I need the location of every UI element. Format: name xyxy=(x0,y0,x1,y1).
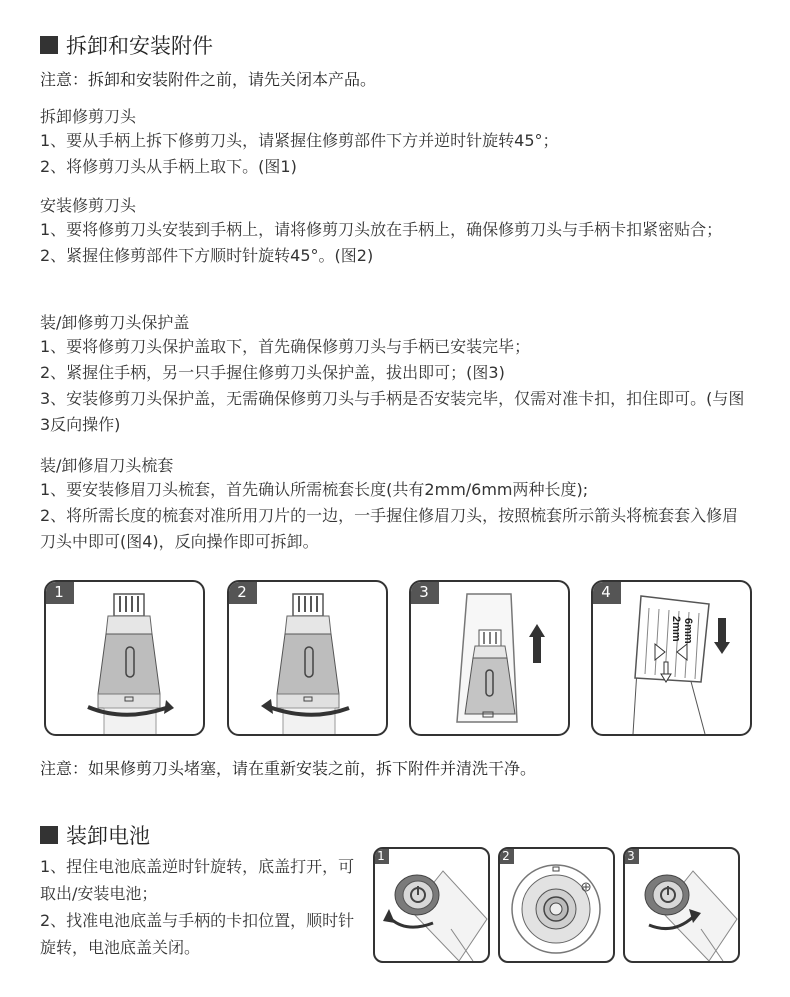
figure-number-badge: 1 xyxy=(373,847,389,864)
list-item: 1、要将修剪刀头保护盖取下，首先确保修剪刀头与手柄已安装完毕； xyxy=(40,337,531,356)
battery-close-illustration xyxy=(625,849,738,961)
battery-figure-2 xyxy=(498,847,615,963)
figure-number-badge: 3 xyxy=(409,580,439,604)
cover-steps xyxy=(40,334,754,438)
comb-illustration xyxy=(593,582,750,734)
trimmer-remove-illustration xyxy=(46,582,203,734)
section-title-text: 拆卸和安装附件 xyxy=(66,34,213,58)
battery-figure-3 xyxy=(623,847,740,963)
section-square-icon xyxy=(40,826,58,844)
remove-head-steps xyxy=(40,128,760,180)
battery-open-illustration xyxy=(375,849,488,961)
list-item: 1、捏住电池底盖逆时针旋转，底盖打开，可取出/安装电池； xyxy=(40,857,355,903)
subsection-title-comb: 装/卸修眉刀头梳套 xyxy=(40,456,174,475)
list-item: 2、将所需长度的梳套对准所用刀片的一边，一手握住修眉刀头，按照梳套所示箭头将梳套套入修眉刀头中即可(图4)，反向操作即可拆卸。 xyxy=(40,506,739,551)
comb-label-6mm: 6mm xyxy=(682,618,694,644)
section-title-text: 装卸电池 xyxy=(66,824,150,848)
figure-number-badge: 4 xyxy=(591,580,621,604)
note-clean-attachments: 注意：如果修剪刀头堵塞，请在重新安装之前，拆下附件并清洗干净。 xyxy=(40,759,537,778)
list-item: 1、要安装修眉刀头梳套，首先确认所需梳套长度(共有2mm/6mm两种长度); xyxy=(40,480,589,499)
trimmer-install-illustration xyxy=(229,582,386,734)
comb-label-2mm: 2mm xyxy=(670,616,682,642)
figure-number-badge: 2 xyxy=(498,847,514,864)
section-square-icon xyxy=(40,36,58,54)
figure-2-install-head xyxy=(227,580,388,736)
install-head-steps xyxy=(40,217,754,269)
list-item: 2、紧握住修剪部件下方顺时针旋转45°。(图2) xyxy=(40,246,374,265)
note-power-off: 注意：拆卸和安装附件之前，请先关闭本产品。 xyxy=(40,70,377,89)
subsection-title-remove-head: 拆卸修剪刀头 xyxy=(40,107,137,126)
figure-1-remove-head xyxy=(44,580,205,736)
list-item: 1、要从手柄上拆下修剪刀头，请紧握住修剪部件下方并逆时针旋转45°； xyxy=(40,131,559,150)
battery-bottom-illustration xyxy=(500,849,613,961)
battery-steps xyxy=(40,853,362,961)
figure-4-comb xyxy=(591,580,752,736)
list-item: 2、将修剪刀头从手柄上取下。(图1) xyxy=(40,157,297,176)
battery-figure-1 xyxy=(373,847,490,963)
figure-3-cover xyxy=(409,580,570,736)
list-item: 2、找准电池底盖与手柄的卡扣位置，顺时针旋转，电池底盖关闭。 xyxy=(40,911,355,957)
subsection-title-cover: 装/卸修剪刀头保护盖 xyxy=(40,313,190,332)
list-item: 3、安装修剪刀头保护盖，无需确保修剪刀头与手柄是否安装完毕，仅需对准卡扣，扣住即可。(与图3反向操作) xyxy=(40,389,745,434)
section-title-attachments xyxy=(40,30,213,60)
figure-number-badge: 1 xyxy=(44,580,74,604)
cover-illustration xyxy=(411,582,568,734)
figure-number-badge: 2 xyxy=(227,580,257,604)
subsection-title-install-head: 安装修剪刀头 xyxy=(40,196,137,215)
figure-number-badge: 3 xyxy=(623,847,639,864)
list-item: 1、要将修剪刀头安装到手柄上，请将修剪刀头放在手柄上，确保修剪刀头与手柄卡扣紧密贴合； xyxy=(40,220,723,239)
list-item: 2、紧握住手柄，另一只手握住修剪刀头保护盖，拔出即可；(图3) xyxy=(40,363,505,382)
section-title-battery xyxy=(40,820,150,850)
comb-steps xyxy=(40,477,754,555)
